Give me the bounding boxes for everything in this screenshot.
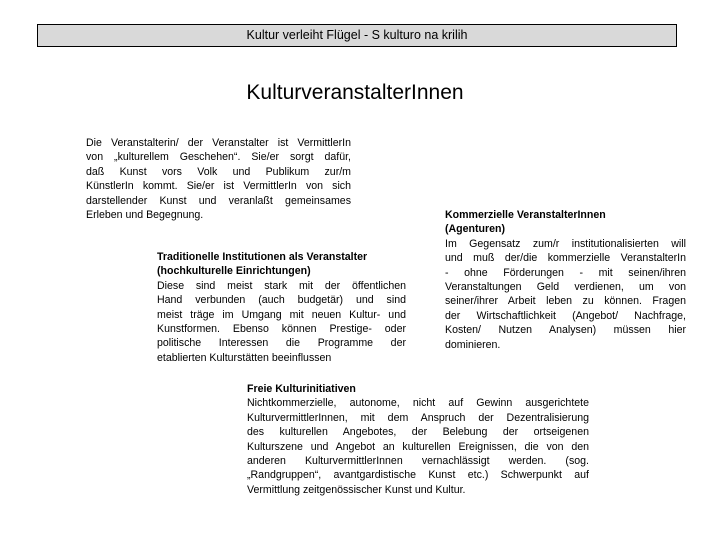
block-heading-line: (hochkulturelle Einrichtungen) <box>157 265 311 278</box>
block-text-line: meist träge im Umgang mit neuen Kultur- und <box>157 308 406 321</box>
intro-paragraph <box>86 136 351 222</box>
block-text-line: - ohne Förderungen - mit seinen/ihren <box>445 266 686 279</box>
slide-banner <box>37 24 677 47</box>
block-text-line: etablierten Kulturstätten beeinflussen <box>157 351 332 364</box>
block-text-line: Vermittlung zeitgenössischer Kunst und Kultur. <box>247 483 466 496</box>
block-text-line: und muß der/die kommerzielle VeranstalterIn <box>445 252 686 265</box>
block-text-line: KulturvermittlerInnen, mit dem Anspruch der Dezentralisierung <box>247 411 589 424</box>
block-text-line: Kulturszene und Angebot an kulturellen Ereignissen, die von den <box>247 440 589 453</box>
block-text-line: Erleben und Begegnung. <box>86 209 204 222</box>
block-text-line: anderen KulturvermittlerInnen vernachlässigt werden. (sog. <box>247 455 589 468</box>
block-text-line: Diese sind meist stark mit der öffentlichen <box>157 279 406 292</box>
traditional-institutions-block <box>157 250 406 365</box>
banner-text: Kultur verleiht Flügel - S kulturo na krilih <box>246 28 468 42</box>
block-text-line: daß Kunst vors Volk und Publikum zur/m <box>86 165 351 178</box>
block-text-line: Die Veranstalterin/ der Veranstalter ist VermittlerIn <box>86 137 351 149</box>
block-text-line: politische Interessen die Programme der <box>157 337 406 350</box>
block-heading-line: Traditionelle Institutionen als Veranstalter <box>157 251 368 263</box>
block-text-line: Kunstformen. Ebenso können Prestige- oder <box>157 323 406 336</box>
block-text-line: seiner/ihrer Arbeit leben zu können. Fragen <box>445 295 686 308</box>
block-text-line: Nichtkommerzielle, autonome, nicht auf Gewinn ausgerichtete <box>247 397 589 410</box>
block-text-line: des kulturellen Angebotes, der Belebung der ortseigenen <box>247 426 589 439</box>
block-text-line: Kosten/ Nutzen Analysen) müssen hier <box>445 324 686 337</box>
block-heading-line: Freie Kulturinitiativen <box>247 383 356 395</box>
block-text-line: Veranstaltungen Geld verdienen, um von <box>445 281 686 294</box>
block-heading-line: (Agenturen) <box>445 223 506 236</box>
page-title: KulturveranstalterInnen <box>246 81 464 104</box>
block-text-line: von „kulturellem Geschehen“. Sie/er sorgt dafür, <box>86 151 351 164</box>
block-text-line: dominieren. <box>445 338 501 351</box>
block-text-line: Hand verbunden (auch budgetär) und sind <box>157 294 406 307</box>
block-text-line: darstellender Kunst und veranlaßt gemeinsames <box>86 194 351 207</box>
block-text-line: KünstlerIn kommt. Sie/er ist VermittlerIn von sich <box>86 180 351 193</box>
block-text-line: der Wirtschaftlichkeit (Angebot/ Nachfrage, <box>445 309 686 322</box>
free-initiatives-block <box>247 382 589 497</box>
block-text-line: Im Gegensatz zum/r institutionalisierten will <box>445 237 686 250</box>
block-text-line: „Randgruppen“, avantgardistische Kunst etc.) Schwerpunkt auf <box>247 469 589 482</box>
block-heading-line: Kommerzielle VeranstalterInnen <box>445 209 606 221</box>
commercial-organizers-block <box>445 208 686 352</box>
